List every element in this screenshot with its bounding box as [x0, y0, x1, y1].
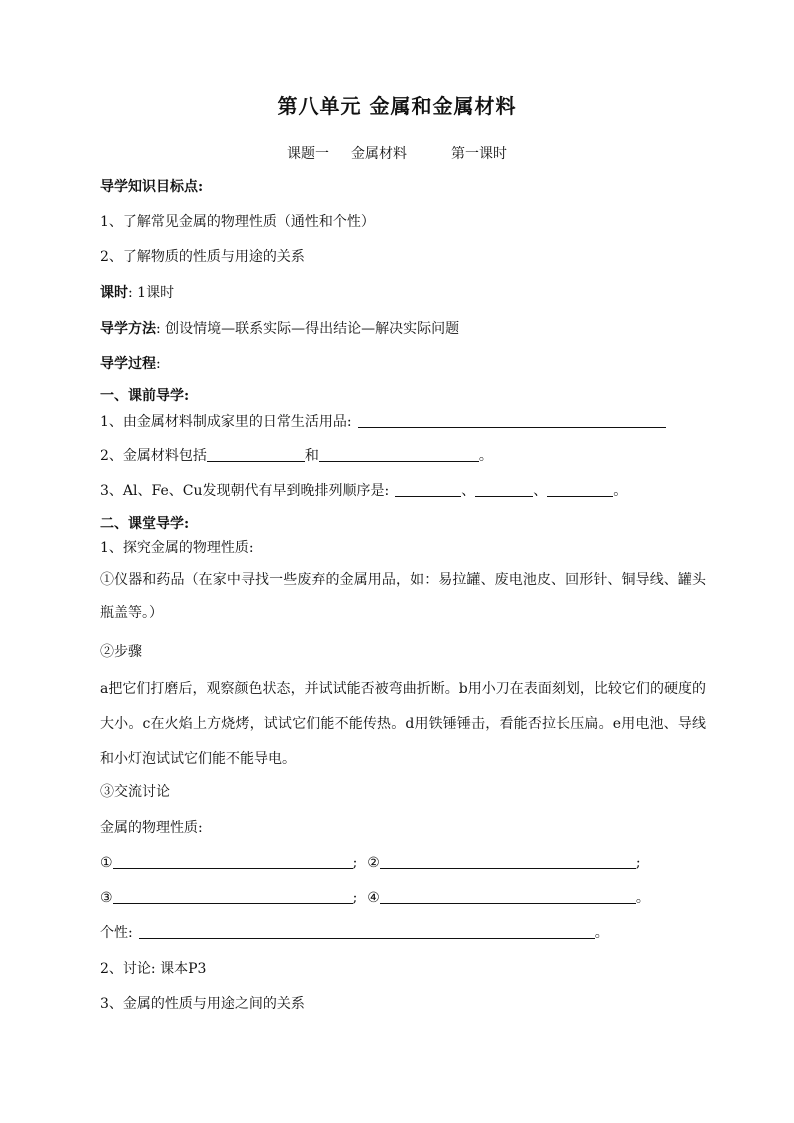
answer-blank[interactable]	[475, 482, 533, 497]
in-class-q1: 1、探究金属的物理性质:	[100, 540, 254, 556]
process-value: :	[156, 356, 161, 372]
pre-class-q2-text: 2、金属材料包括	[100, 448, 207, 464]
materials-paragraph: ①仪器和药品（在家中寻找一些废弃的金属用品，如：易拉罐、废电池皮、回形针、铜导线、罐头瓶盖等。）	[100, 572, 706, 621]
answer-blank[interactable]	[380, 889, 636, 904]
properties-row-2	[100, 888, 650, 908]
pre-class-q3-end: 。	[613, 483, 628, 499]
period: 。	[635, 890, 650, 906]
hours-line	[100, 283, 174, 303]
marker-3: ③	[100, 890, 113, 906]
process-label: 导学过程	[100, 356, 156, 372]
pre-class-heading: 一、课前导学:	[100, 388, 190, 404]
objective-item-1: 1、了解常见金属的物理性质（通性和个性）	[100, 214, 375, 230]
marker-2: ②	[367, 855, 380, 871]
semicolon: ;	[352, 855, 358, 871]
pre-class-q3-text: 3、Al、Fe、Cu发现朝代有早到晚排列顺序是:	[100, 483, 390, 499]
steps-paragraph: a把它们打磨后，观察颜色状态，并试试能否被弯曲折断。b用小刀在表面刻划，比较它们的硬度的大小。c在火焰上方烧烤，试试它们能不能传热。d用铁锤锤击，看能否拉长压扁。e用电池、导线和小灯泡试试它们能不能导电。	[100, 681, 706, 767]
lesson-period: 第一课时	[451, 146, 507, 162]
lesson-topic: 金属材料	[351, 146, 407, 162]
lesson-subtitle	[0, 143, 794, 163]
hours-label: 课时	[100, 285, 128, 301]
pre-class-q1-text: 1、由金属材料制成家里的日常生活用品:	[100, 414, 352, 430]
pre-class-q2-and: 和	[304, 448, 319, 464]
answer-blank[interactable]	[113, 854, 353, 869]
answer-blank[interactable]	[113, 889, 353, 904]
properties-label: 金属的物理性质:	[100, 820, 203, 836]
semicolon: ;	[635, 855, 641, 871]
answer-blank[interactable]	[319, 447, 479, 462]
page-title: 第八单元 金属和金属材料	[277, 94, 517, 118]
objectives-heading: 导学知识目标点:	[100, 179, 204, 195]
answer-blank[interactable]	[395, 482, 461, 497]
hours-value: : 1课时	[128, 285, 175, 301]
method-value: : 创设情境—联系实际—得出结论—解决实际问题	[156, 321, 460, 337]
pre-class-q2-end: 。	[478, 448, 493, 464]
period: 。	[594, 925, 609, 941]
process-line	[100, 354, 161, 374]
pre-class-q1	[100, 412, 666, 432]
answer-blank[interactable]	[207, 447, 305, 462]
answer-blank[interactable]	[358, 413, 666, 428]
answer-blank[interactable]	[380, 854, 636, 869]
in-class-heading: 二、课堂导学:	[100, 516, 190, 532]
individuality-label: 个性:	[100, 925, 133, 941]
individuality-line	[100, 923, 609, 943]
method-line	[100, 319, 459, 339]
pre-class-q3	[100, 481, 627, 501]
discussion-heading: ③交流讨论	[100, 784, 170, 800]
method-label: 导学方法	[100, 321, 156, 337]
semicolon: ;	[352, 890, 358, 906]
in-class-q3: 3、金属的性质与用途之间的关系	[100, 996, 305, 1012]
marker-1: ①	[100, 855, 113, 871]
properties-row-1	[100, 853, 641, 873]
answer-blank[interactable]	[547, 482, 613, 497]
lesson-number: 课题一	[287, 146, 329, 162]
answer-blank[interactable]	[139, 924, 595, 939]
separator: 、	[461, 483, 476, 499]
separator: 、	[533, 483, 548, 499]
objective-item-2: 2、了解物质的性质与用途的关系	[100, 249, 305, 265]
steps-heading: ②步骤	[100, 644, 142, 660]
marker-4: ④	[367, 890, 380, 906]
in-class-q2: 2、讨论: 课本P3	[100, 961, 207, 977]
pre-class-q2	[100, 446, 493, 466]
